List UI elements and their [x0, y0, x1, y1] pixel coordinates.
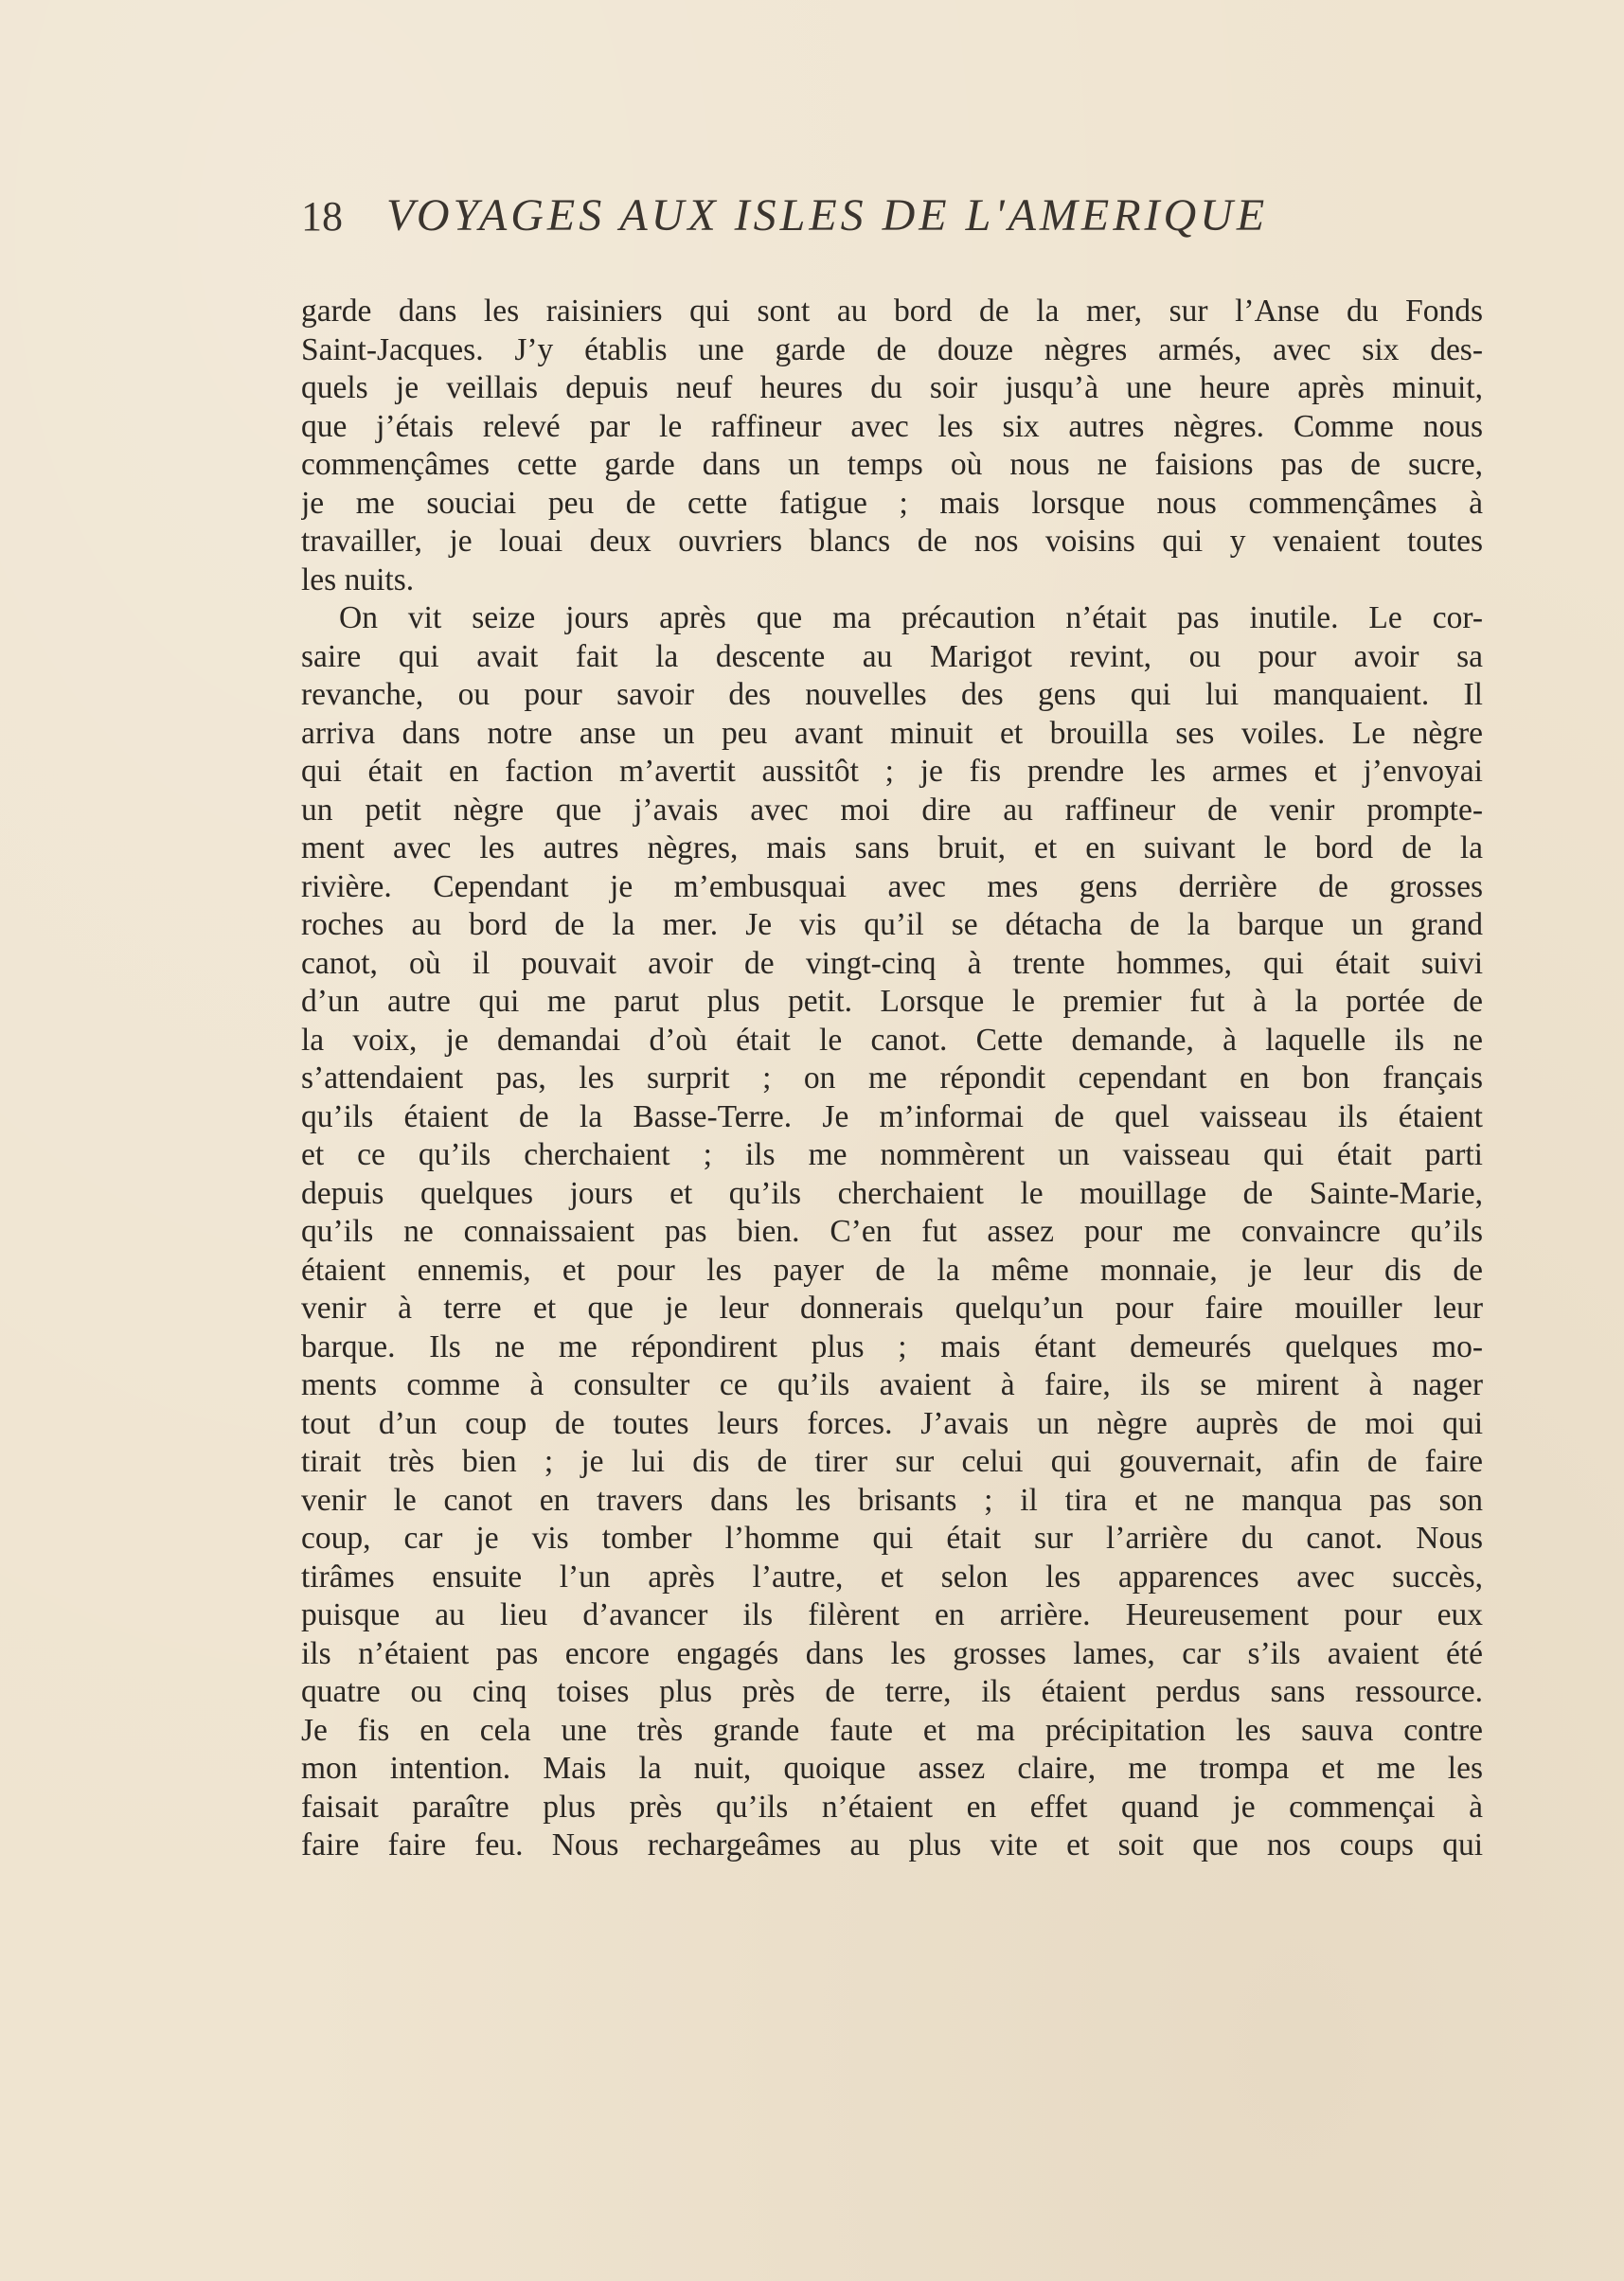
text-line: je me souciai peu de cette fatigue ; mais lorsque nous commençâmes à	[301, 485, 1483, 521]
text-line: arriva dans notre anse un peu avant minuit et brouilla ses voiles. Le nègre	[301, 715, 1483, 751]
text-line: revanche, ou pour savoir des nouvelles des gens qui lui manquaient. Il	[301, 677, 1483, 712]
text-line: qui était en faction m’avertit aussitôt ; je fis prendre les armes et j’envoyai	[301, 754, 1483, 789]
text-line: Saint-Jacques. J’y établis une garde de douze nègres armés, avec six des-	[301, 331, 1483, 367]
text-line: un petit nègre que j’avais avec moi dire au raffineur de venir prompte-	[301, 792, 1483, 828]
text-line: On vit seize jours après que ma précaution n’était pas inutile. Le cor-	[339, 600, 1483, 635]
text-line: tirâmes ensuite l’un après l’autre, et selon les apparences avec succès,	[301, 1559, 1483, 1595]
text-line: puisque au lieu d’avancer ils filèrent en arrière. Heureusement pour eux	[301, 1597, 1483, 1632]
text-line: commençâmes cette garde dans un temps où nous ne faisions pas de sucre,	[301, 447, 1483, 482]
text-line: étaient ennemis, et pour les payer de la même monnaie, je leur dis de	[301, 1252, 1483, 1288]
text-line: qu’ils ne connaissaient pas bien. C’en fut assez pour me convaincre qu’ils	[301, 1214, 1483, 1249]
text-line: ils n’étaient pas encore engagés dans les grosses lames, car s’ils avaient été	[301, 1635, 1483, 1671]
text-line: canot, où il pouvait avoir de vingt-cinq à trente hommes, qui était suivi	[301, 945, 1483, 981]
text-line: tirait très bien ; je lui dis de tirer sur celui qui gouvernait, afin de faire	[301, 1444, 1483, 1479]
body-text	[301, 293, 1483, 1865]
text-line: que j’étais relevé par le raffineur avec les six autres nègres. Comme nous	[301, 408, 1483, 444]
running-head	[301, 189, 1475, 256]
text-line: Je fis en cela une très grande faute et ma précipitation les sauva contre	[301, 1712, 1483, 1748]
book-title: VOYAGES AUX ISLES DE L'AMERIQUE	[386, 190, 1269, 241]
text-line: rivière. Cependant je m’embusquai avec mes gens derrière de grosses	[301, 868, 1483, 904]
text-line: barque. Ils ne me répondirent plus ; mais étant demeurés quelques mo-	[301, 1328, 1483, 1364]
text-line: saire qui avait fait la descente au Marigot revint, ou pour avoir sa	[301, 638, 1483, 674]
text-line: la voix, je demandai d’où était le canot. Cette demande, à laquelle ils ne	[301, 1022, 1483, 1058]
text-line: et ce qu’ils cherchaient ; ils me nommèrent un vaisseau qui était parti	[301, 1137, 1483, 1172]
text-line: venir le canot en travers dans les brisants ; il tira et ne manqua pas son	[301, 1482, 1483, 1518]
text-line: s’attendaient pas, les surprit ; on me répondit cependant en bon français	[301, 1060, 1483, 1096]
text-line: travailler, je louai deux ouvriers blancs de nos voisins qui y venaient toutes	[301, 524, 1483, 559]
text-line: tout d’un coup de toutes leurs forces. J’avais un nègre auprès de moi qui	[301, 1405, 1483, 1441]
text-line: ments comme à consulter ce qu’ils avaient à faire, ils se mirent à nager	[301, 1367, 1483, 1402]
page-number: 18	[301, 193, 343, 240]
text-line: quels je veillais depuis neuf heures du soir jusqu’à une heure après minuit,	[301, 370, 1483, 405]
text-line: mon intention. Mais la nuit, quoique assez claire, me trompa et me les	[301, 1751, 1483, 1786]
text-line: faire faire feu. Nous rechargeâmes au plus vite et soit que nos coups qui	[301, 1827, 1483, 1862]
text-line: garde dans les raisiniers qui sont au bord de la mer, sur l’Anse du Fonds	[301, 294, 1483, 329]
text-line: roches au bord de la mer. Je vis qu’il se détacha de la barque un grand	[301, 907, 1483, 942]
text-line: d’un autre qui me parut plus petit. Lorsque le premier fut à la portée de	[301, 984, 1483, 1019]
text-line: coup, car je vis tomber l’homme qui était sur l’arrière du canot. Nous	[301, 1521, 1483, 1556]
text-line: depuis quelques jours et qu’ils cherchaient le mouillage de Sainte-Marie,	[301, 1175, 1483, 1211]
text-line: quatre ou cinq toises plus près de terre, ils étaient perdus sans ressource.	[301, 1674, 1483, 1709]
text-line: faisait paraître plus près qu’ils n’étaient en effet quand je commençai à	[301, 1789, 1483, 1825]
text-line: qu’ils étaient de la Basse-Terre. Je m’informai de quel vaisseau ils étaient	[301, 1098, 1483, 1134]
text-line: les nuits.	[301, 561, 415, 597]
text-line: venir à terre et que je leur donnerais quelqu’un pour faire mouiller leur	[301, 1291, 1483, 1326]
text-line: ment avec les autres nègres, mais sans bruit, et en suivant le bord de la	[301, 830, 1483, 865]
